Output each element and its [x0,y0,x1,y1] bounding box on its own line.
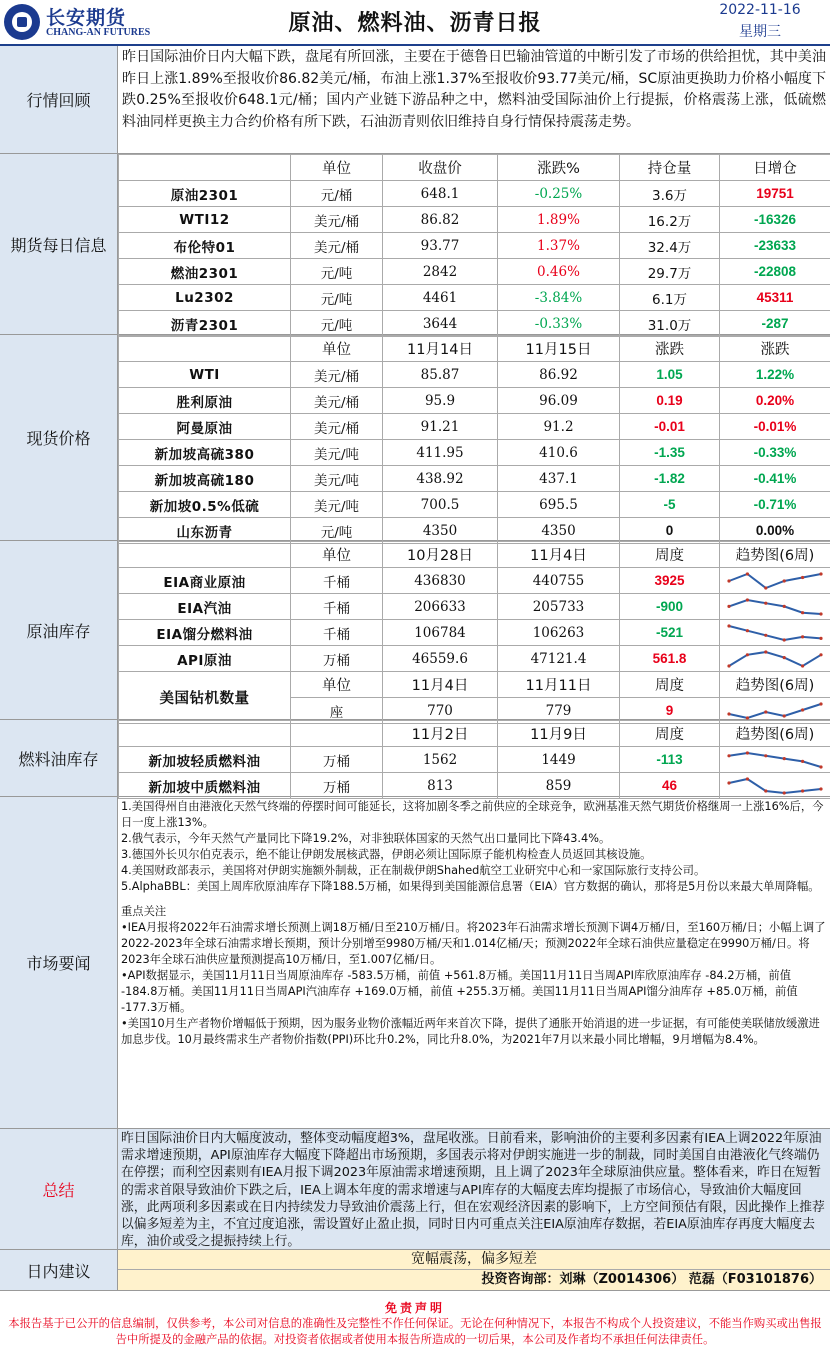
sparkline-point [801,635,804,638]
inventory-row [119,568,830,594]
review-text: 昨日国际油价日内大幅下跌，盘尾有所回涨，主要在于德鲁日巴输油管道的中断引发了市场的供给担忧，其中美油昨日上涨1.89%至报收价86.82美元/桶，布油上涨1.37%至报收价93.77美元/桶，SC原油更换助力价格小幅度下跌0.25%至报收价648.1元/桶；国内产业链下游品种之中，燃料油受国际油价上行提振，价格震荡上涨，低硫燃料油同样更换主力合约价格有所下跌，石油沥青则依旧维持自身行情保持震荡走势。 [122,49,826,130]
table-header-row [119,542,830,568]
sparkline-point [801,759,804,762]
open-interest: 31.0万 [620,311,720,337]
unit-cell: 万桶 [291,747,383,773]
change-value: 0.19 [620,388,720,414]
column-header: 单位 [291,155,383,181]
spot-name: 山东沥青 [119,518,291,544]
weekly-change: 561.8 [620,646,720,672]
sparkline-chart [723,648,827,670]
sparkline-point [764,754,767,757]
column-header: 涨跌 [620,336,720,362]
unit-cell: 美元/吨 [291,466,383,492]
column-header: 周度 [620,672,720,698]
sparkline-point [746,653,749,656]
news-item: 1.美国得州自由港液化天然气终端的停摆时间可能延长，这将加剧冬季之前供应的全球竞争，欧洲基准天然气期货价格继周一上涨16%后，今日一度上涨13%。 [121,800,824,830]
sparkline-point [764,601,767,604]
column-header: 趋势图(6周) [720,721,830,747]
close-price: 93.77 [383,233,498,259]
value-week1: 813 [383,773,498,799]
column-header: 11月4日 [498,542,620,568]
column-header [119,336,291,362]
news-body [118,797,830,1050]
price-day1: 700.5 [383,492,498,518]
sparkline-point [819,765,822,768]
news-item: 4.美国财政部表示，美国将对伊朗实施额外制裁，正在制裁伊朗Shahed航空工业研究中心和一家国际旅行支持公司。 [121,864,706,878]
price-day2: 410.6 [498,440,620,466]
unit-cell: 元/吨 [291,259,383,285]
value-week2: 106263 [498,620,620,646]
column-header: 日增仓 [720,155,830,181]
focus-item: •美国10月生产者物价增幅低于预期，因为服务业物价涨幅近两年来首次下降，提供了通胀开始消退的进一步证据，有可能使美联储放缓激进加息步伐。10月最终需求生产者物价指数(PPI)环比升0.2%，同比升8.0%，为2021年7月以来最小同比增幅，9月增幅为8.4%。 [121,1017,820,1047]
column-header [119,542,291,568]
unit-cell: 美元/吨 [291,492,383,518]
daily-oi-change: -22808 [720,259,830,285]
column-header: 11月11日 [498,672,620,698]
sparkline-point [783,791,786,794]
change-value: -5 [620,492,720,518]
price-day1: 91.21 [383,414,498,440]
sparkline-chart [723,570,827,592]
inventory-name: EIA商业原油 [119,568,291,594]
section-label: 行情回顾 [0,46,118,153]
value-week2: 1449 [498,747,620,773]
open-interest: 32.4万 [620,233,720,259]
focus-item: •IEA月报将2022年石油需求增长预测上调18万桶/日至210万桶/日。将2023年石油需求增长预测下调4万桶/日，至160万桶/日；小幅上调了2022-2023年全球石油需求增长预期，预计分别增至9980万桶/天和1.014亿桶/天；预测2022年全球石油供应量稳定在9990万桶/日。将2023年全球石油供应量预测提高10万桶/日，至1.007亿桶/日。 [121,920,826,966]
sparkline-point [727,754,730,757]
column-header: 单位 [291,336,383,362]
table-header-row [119,155,830,181]
sparkline-point [746,751,749,754]
news-item: 5.AlphaBBL：美国上周库欣原油库存下降188.5万桶，如果得到美国能源信息署（EIA）官方数据的确认，那将是5月份以来最大单周降幅。 [121,880,820,894]
section-spot [0,335,830,541]
column-header [119,721,291,747]
section-label: 市场要闻 [0,797,118,1128]
spot-row [119,414,830,440]
section-label: 总结 [0,1129,118,1249]
column-header: 11月9日 [498,721,620,747]
price-day2: 96.09 [498,388,620,414]
column-header [291,721,383,747]
sparkline-point [764,710,767,713]
disclaimer-text: 本报告基于已公开的信息编制，仅供参考，本公司对信息的准确性及完整性不作任何保证。无论在何种情况下，本报告不构成个人投资建议，不能当作购买或出售报告中所提及的金融产品的依据。对投资者依据或者使用本报告所造成的一切后果，本公司及作者均不承担任何法律责任。 [8,1317,822,1346]
weekly-change: 3925 [620,568,720,594]
price-day2: 86.92 [498,362,620,388]
instrument-name: Lu2302 [119,285,291,311]
rig-header-row [119,672,830,698]
instrument-name: 原油2301 [119,181,291,207]
section-news [0,797,830,1129]
section-label: 现货价格 [0,335,118,540]
value-week2: 205733 [498,594,620,620]
fuel-inventory-table [118,720,830,799]
unit-cell: 美元/桶 [291,388,383,414]
change-pct: -0.33% [720,440,830,466]
price-day1: 85.87 [383,362,498,388]
open-interest: 16.2万 [620,207,720,233]
unit-cell: 元/桶 [291,181,383,207]
sparkline-point [727,624,730,627]
change-value: 0 [620,518,720,544]
section-label: 燃料油库存 [0,720,118,796]
spot-name: 新加坡高硫380 [119,440,291,466]
section-review [0,46,830,154]
sparkline-point [746,598,749,601]
column-header: 单位 [291,542,383,568]
column-header: 涨跌% [498,155,620,181]
weekly-change: 9 [620,698,720,724]
unit-cell: 千桶 [291,620,383,646]
unit-cell: 美元/桶 [291,414,383,440]
sparkline-point [727,781,730,784]
price-day1: 4350 [383,518,498,544]
sparkline-point [783,638,786,641]
sparkline-cell [720,773,830,799]
spot-row [119,518,830,544]
change-pct: 1.89% [498,207,620,233]
column-header: 11月4日 [383,672,498,698]
column-header [119,155,291,181]
logo-cn: 长安期货 [46,7,127,29]
unit-cell: 元/吨 [291,311,383,337]
sparkline-point [746,629,749,632]
sparkline-point [783,579,786,582]
value-week1: 106784 [383,620,498,646]
change-pct: 0.46% [498,259,620,285]
change-pct: -0.25% [498,181,620,207]
futures-row [119,311,830,337]
sparkline-point [764,633,767,636]
price-day2: 695.5 [498,492,620,518]
sparkline-point [764,586,767,589]
table-header-row [119,336,830,362]
value-week2: 779 [498,698,620,724]
column-header: 11月14日 [383,336,498,362]
sparkline-point [801,664,804,667]
sparkline-point [746,572,749,575]
advice-text: 宽幅震荡，偏多短差 [118,1250,830,1270]
value-week2: 47121.4 [498,646,620,672]
inventory-row [119,747,830,773]
price-day1: 411.95 [383,440,498,466]
spot-name: 胜利原油 [119,388,291,414]
sparkline-point [819,653,822,656]
value-week2: 859 [498,773,620,799]
sparkline-line [729,652,821,666]
close-price: 4461 [383,285,498,311]
inventory-name: API原油 [119,646,291,672]
column-header: 涨跌 [720,336,830,362]
sparkline-point [819,702,822,705]
change-pct: -3.84% [498,285,620,311]
sparkline-chart [723,775,827,797]
change-pct: 1.22% [720,362,830,388]
sparkline-point [764,650,767,653]
sparkline-chart [723,700,827,722]
futures-row [119,259,830,285]
sparkline-point [727,712,730,715]
change-pct: 1.37% [498,233,620,259]
sparkline-point [746,777,749,780]
section-label: 日内建议 [0,1250,118,1290]
value-week1: 1562 [383,747,498,773]
crude-inventory-table [118,541,830,724]
unit-cell: 元/吨 [291,285,383,311]
sparkline-point [819,612,822,615]
sparkline-point [746,716,749,719]
column-header: 收盘价 [383,155,498,181]
instrument-name: 燃油2301 [119,259,291,285]
sparkline-point [727,604,730,607]
price-day1: 438.92 [383,466,498,492]
sparkline-point [783,714,786,717]
sparkline-point [764,789,767,792]
value-week1: 206633 [383,594,498,620]
sparkline-point [727,664,730,667]
column-header: 周度 [620,721,720,747]
sparkline-cell [720,620,830,646]
logo-icon [4,4,40,40]
unit-cell: 座 [291,698,383,724]
daily-oi-change: -16326 [720,207,830,233]
inventory-name: EIA馏分燃料油 [119,620,291,646]
section-fuel-inventory [0,720,830,797]
value-week2: 440755 [498,568,620,594]
instrument-name: WTI12 [119,207,291,233]
value-week1: 46559.6 [383,646,498,672]
disclaimer-title: 免责声明 [384,1301,445,1315]
logo-en: CHANG-AN FUTURES [46,27,151,38]
value-week1: 770 [383,698,498,724]
column-header: 10月28日 [383,542,498,568]
sparkline-line [729,574,821,588]
change-pct: 0.20% [720,388,830,414]
company-logo [4,3,154,41]
change-pct: -0.41% [720,466,830,492]
spot-name: WTI [119,362,291,388]
spot-row [119,492,830,518]
weekly-change: -113 [620,747,720,773]
sparkline-point [783,604,786,607]
unit-cell: 美元/桶 [291,207,383,233]
price-day1: 95.9 [383,388,498,414]
report-header [0,0,830,46]
close-price: 648.1 [383,181,498,207]
change-pct: 0.00% [720,518,830,544]
price-day2: 4350 [498,518,620,544]
value-week1: 436830 [383,568,498,594]
sparkline-point [801,708,804,711]
change-pct: -0.33% [498,311,620,337]
open-interest: 3.6万 [620,181,720,207]
daily-oi-change: -287 [720,311,830,337]
section-label: 原油库存 [0,541,118,719]
section-advice [0,1250,830,1291]
daily-oi-change: 45311 [720,285,830,311]
inventory-row [119,620,830,646]
sparkline-point [783,656,786,659]
sparkline-cell [720,594,830,620]
section-label: 期货每日信息 [0,154,118,334]
spot-row [119,440,830,466]
unit-cell: 万桶 [291,646,383,672]
section-futures [0,154,830,335]
sparkline-point [727,579,730,582]
inventory-row [119,646,830,672]
report-weekday: 星期三 [739,24,781,40]
sparkline-line [729,626,821,640]
column-header: 周度 [620,542,720,568]
price-day2: 91.2 [498,414,620,440]
news-item: 2.俄气表示，今年天然气产量同比下降19.2%，对非独联体国家的天然气出口量同比下降43.4%。 [121,832,611,846]
change-pct: -0.01% [720,414,830,440]
futures-row [119,207,830,233]
report-date: 2022-11-16 [719,2,801,18]
spot-row [119,388,830,414]
instrument-name: 沥青2301 [119,311,291,337]
inventory-row [119,773,830,799]
disclaimer [0,1299,830,1348]
change-value: -1.82 [620,466,720,492]
sparkline-point [819,787,822,790]
close-price: 86.82 [383,207,498,233]
sparkline-line [729,779,821,793]
sparkline-point [801,789,804,792]
spot-name: 阿曼原油 [119,414,291,440]
report-title: 原油、燃料油、沥青日报 [288,11,542,36]
spot-name: 新加坡高硫180 [119,466,291,492]
spot-table [118,335,830,544]
unit-cell: 千桶 [291,594,383,620]
change-pct: -0.71% [720,492,830,518]
column-header: 趋势图(6周) [720,542,830,568]
column-header: 持仓量 [620,155,720,181]
column-header: 11月15日 [498,336,620,362]
spot-row [119,362,830,388]
spot-row [119,466,830,492]
unit-cell: 美元/桶 [291,233,383,259]
futures-row [119,181,830,207]
instrument-name: 布伦特01 [119,233,291,259]
price-day2: 437.1 [498,466,620,492]
sparkline-cell [720,747,830,773]
daily-oi-change: -23633 [720,233,830,259]
news-item: 3.德国外长贝尔伯克表示，绝不能让伊朗发展核武器，伊朗必须让国际原子能机构检查人员返回其核设施。 [121,848,652,862]
sparkline-point [801,575,804,578]
futures-row [119,285,830,311]
inventory-name: 新加坡轻质燃料油 [119,747,291,773]
futures-row [119,233,830,259]
sparkline-point [819,572,822,575]
unit-cell: 美元/吨 [291,440,383,466]
focus-title: 重点关注 [121,904,167,918]
section-crude-inventory [0,541,830,720]
sparkline-line [729,704,821,718]
unit-cell: 美元/桶 [291,362,383,388]
inventory-row [119,594,830,620]
weekly-change: -900 [620,594,720,620]
spot-name: 新加坡0.5%低硫 [119,492,291,518]
unit-cell: 元/吨 [291,518,383,544]
sparkline-line [729,753,821,767]
open-interest: 6.1万 [620,285,720,311]
sparkline-chart [723,749,827,771]
close-price: 2842 [383,259,498,285]
section-summary [0,1129,830,1250]
inventory-name: EIA汽油 [119,594,291,620]
inventory-name: 新加坡中质燃料油 [119,773,291,799]
rig-count-label: 美国钻机数量 [119,672,291,724]
analyst-info: 投资咨询部：刘琳（Z0014306） 范磊（F03101876） [118,1270,830,1290]
daily-oi-change: 19751 [720,181,830,207]
open-interest: 29.7万 [620,259,720,285]
sparkline-point [819,636,822,639]
column-header: 单位 [291,672,383,698]
column-header: 11月2日 [383,721,498,747]
focus-item: •API数据显示，美国11月11日当周原油库存 -583.5万桶，前值 +561.8万桶。美国11月11日当周API库欣原油库存 -84.2万桶，前值 -184.8万桶。美国11月11日当周API汽油库存 +169.0万桶，前值 +255.3万桶。美国11月11日当周API馏分油库存 +85.0万桶，前值 -177.3万桶。 [121,968,798,1015]
table-header-row [119,721,830,747]
unit-cell: 万桶 [291,773,383,799]
unit-cell: 千桶 [291,568,383,594]
change-value: 1.05 [620,362,720,388]
sparkline-chart [723,596,827,618]
sparkline-cell [720,646,830,672]
sparkline-point [801,611,804,614]
change-value: -0.01 [620,414,720,440]
close-price: 3644 [383,311,498,337]
sparkline-chart [723,622,827,644]
sparkline-line [729,600,821,614]
summary-text: 昨日国际油价日内大幅度波动，整体变动幅度超3%，盘尾收涨。日前看来，影响油价的主要利多因素有IEA上调2022年原油需求增速预期，API原油库存大幅度下降超出市场预期，多国表示将对伊朗实施进一步的制裁，同时美国自由港液化气终端仍在停摆；而利空因素则有IEA月报下调2023年原油需求增速预期，且上调了2023年全球原油供应量。整体看来，昨日在短暂的需求首限导致油价下跌之后，IEA上调本年度的需求增速与API库存的大幅度去库均提振了市场信心，导致油价大幅度回涨，此两项利多因素或在日内持续发力导致油价震荡上行，但在宏观经济因素的影响下，上方空间预估有限，因此操作上推荐以偏多短差为主，不宜过度追涨，需设置好止盈止损，同时日内可重点关注EIA原油库存数据，若EIA原油库存再度大幅度去库，油价或受之提振持续上行。 [118,1129,830,1249]
column-header: 趋势图(6周) [720,672,830,698]
change-value: -1.35 [620,440,720,466]
sparkline-point [783,757,786,760]
weekly-change: -521 [620,620,720,646]
weekly-change: 46 [620,773,720,799]
futures-table [118,154,830,337]
sparkline-cell [720,568,830,594]
